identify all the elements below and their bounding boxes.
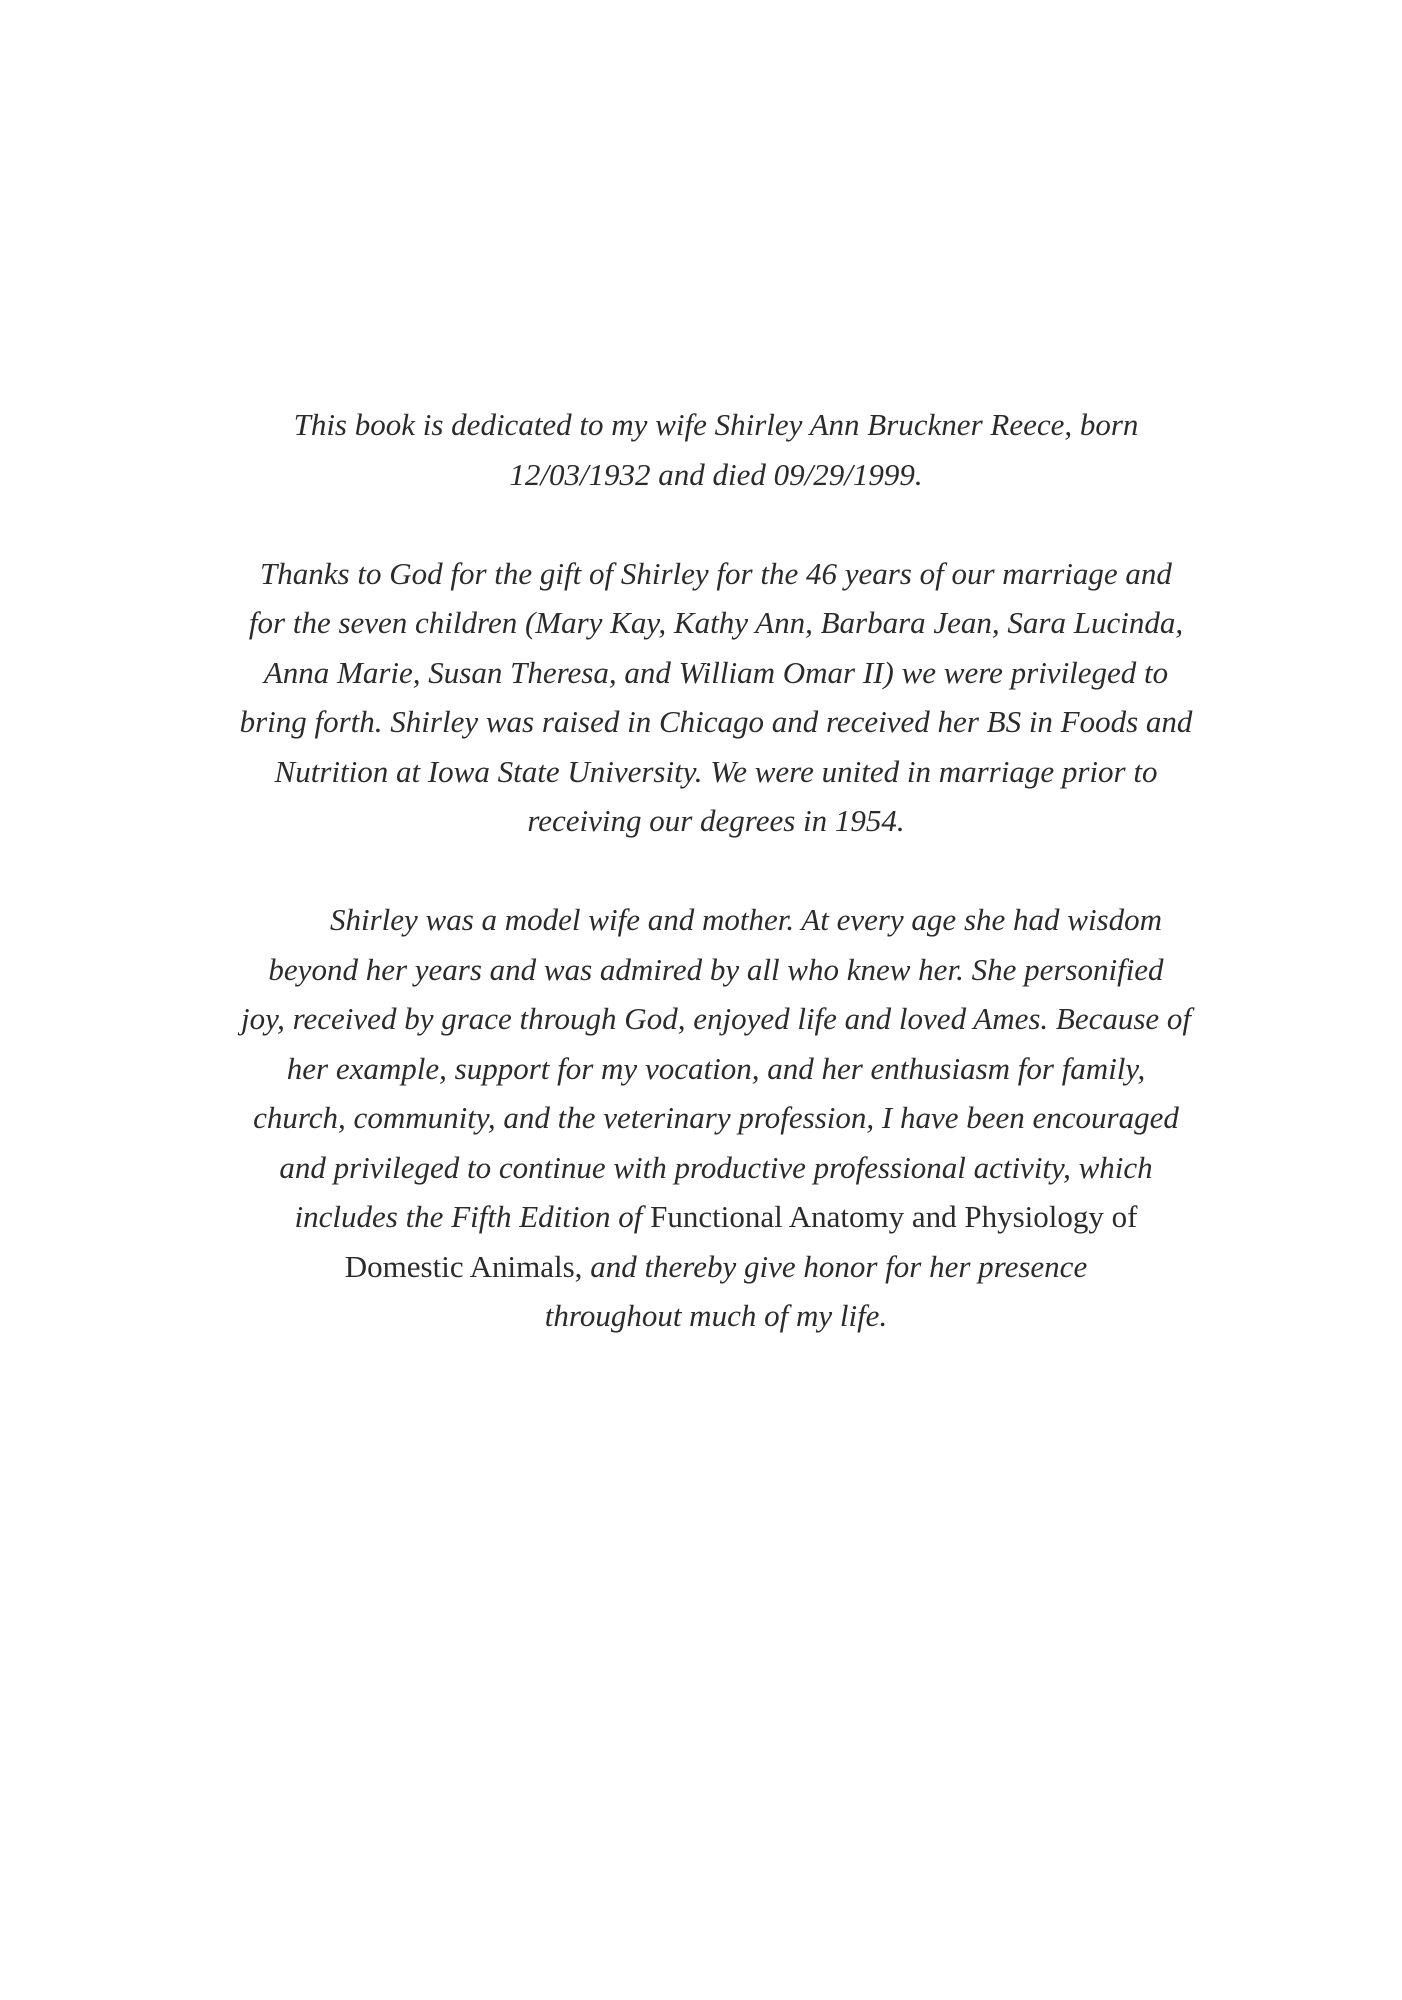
text-line: beyond her years and was admired by all who knew her. She personified xyxy=(268,951,1164,987)
text-line: Shirley was a model wife and mother. At every age she had wisdom xyxy=(329,902,1163,937)
text-line: This book is dedicated to my wife Shirley Ann Bruckner Reece, born xyxy=(293,407,1139,442)
text-line: church, community, and the veterinary profession, I have been encouraged xyxy=(253,1100,1179,1135)
text-line: receiving our degrees in 1954. xyxy=(527,803,905,838)
text-line: bring forth. Shirley was raised in Chicago and received her BS in Foods and xyxy=(239,704,1193,739)
dedication-paragraph-3 xyxy=(190,895,1242,1341)
dedication-text xyxy=(190,400,1242,1341)
text-line: and privileged to continue with productive professional activity, which xyxy=(279,1149,1153,1185)
book-title: Functional Anatomy and Physiology of xyxy=(650,1199,1138,1234)
text-line: her example, support for my vocation, and her enthusiasm for family, xyxy=(286,1050,1146,1086)
text-line: Nutrition at Iowa State University. We were united in marriage prior to xyxy=(274,753,1158,789)
text-line: 12/03/1932 and died 09/29/1999. xyxy=(509,456,923,492)
text-line: includes the Fifth Edition of xyxy=(294,1199,643,1234)
text-line: Anna Marie, Susan Theresa, and William Omar II) we were privileged to xyxy=(263,654,1169,690)
dedication-paragraph-1 xyxy=(190,400,1242,499)
text-line: for the seven children (Mary Kay, Kathy Ann, Barbara Jean, Sara Lucinda, xyxy=(248,605,1184,640)
text-line: joy, received by grace through God, enjoyed life and loved Ames. Because of xyxy=(240,1001,1192,1036)
text-line: and thereby give honor for her presence xyxy=(590,1248,1088,1284)
text-line: throughout much of my life. xyxy=(544,1298,888,1333)
dedication-paragraph-2 xyxy=(190,549,1242,846)
text-line: Thanks to God for the gift of Shirley for the 46 years of our marriage and xyxy=(260,555,1172,591)
book-title: Domestic Animals, xyxy=(344,1248,583,1284)
